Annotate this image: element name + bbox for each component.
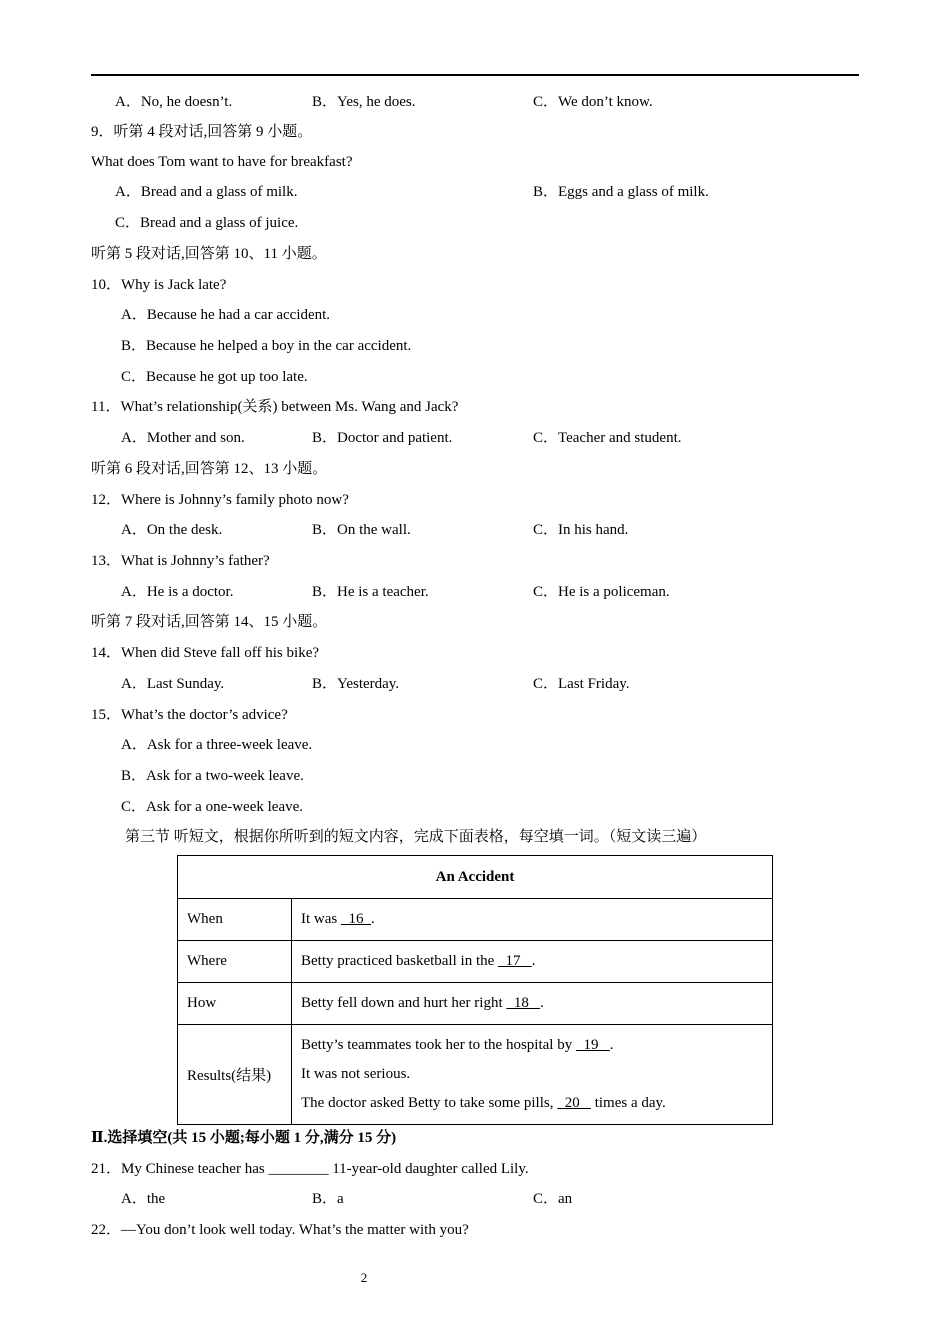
q8-option-c: C．We don’t know. (533, 94, 653, 110)
accident-table (177, 855, 773, 1125)
q21-question: 21．My Chinese teacher has ________ 11-year-old daughter called Lily. (91, 1161, 529, 1177)
header-rule (91, 74, 859, 76)
page-number: 2 (360, 1270, 368, 1285)
q21-option-c: C．an (533, 1191, 573, 1207)
blank-17: 17 (498, 953, 532, 969)
table-row-how (178, 983, 773, 1025)
blank-16: 16 (341, 911, 371, 927)
q9-option-c: C．Bread and a glass of juice. (115, 215, 299, 231)
table-row-when (178, 899, 773, 941)
table-row-results (178, 1025, 773, 1125)
row-label: How (178, 983, 292, 1025)
q9-option-a: A．Bread and a glass of milk. (115, 184, 298, 200)
blank-20: 20 (557, 1095, 591, 1111)
part-2-heading: Ⅱ.选择填空(共 15 小题;每小题 1 分,满分 15 分) (91, 1130, 397, 1146)
q13-option-a: A．He is a doctor. (121, 584, 234, 600)
row-content (292, 1025, 773, 1125)
row-punct: . (609, 1037, 614, 1053)
section-7-instruction: 听第 7 段对话,回答第 14、15 小题。 (91, 614, 328, 630)
q15-option-c: C．Ask for a one-week leave. (121, 799, 304, 815)
row-punct: . (540, 995, 544, 1011)
q12-option-c: C．In his hand. (533, 522, 629, 538)
q10-option-b: B．Because he helped a boy in the car accident. (121, 338, 412, 354)
q13-option-b: B．He is a teacher. (312, 584, 429, 600)
section-5-instruction: 听第 5 段对话,回答第 10、11 小题。 (91, 246, 327, 262)
q14-option-a: A．Last Sunday. (121, 676, 225, 692)
row-label: Results(结果) (178, 1025, 292, 1125)
q10-question: 10．Why is Jack late? (91, 277, 227, 293)
q8-option-a: A．No, he doesn’t. (115, 94, 233, 110)
row-content (292, 983, 773, 1025)
section-6-instruction: 听第 6 段对话,回答第 12、13 小题。 (91, 461, 328, 477)
row-text: It was (301, 911, 341, 927)
q13-option-c: C．He is a policeman. (533, 584, 670, 600)
row-label: When (178, 899, 292, 941)
row-text: Betty’s teammates took her to the hospital by (301, 1037, 576, 1053)
q14-option-c: C．Last Friday. (533, 676, 630, 692)
q10-option-a: A．Because he had a car accident. (121, 307, 331, 323)
results-line-2: It was not serious. (301, 1066, 411, 1082)
q11-option-a: A．Mother and son. (121, 430, 245, 446)
q13-question: 13．What is Johnny’s father? (91, 553, 270, 569)
q14-option-b: B．Yesterday. (312, 676, 400, 692)
q10-option-c: C．Because he got up too late. (121, 369, 308, 385)
row-label: Where (178, 941, 292, 983)
q12-option-b: B．On the wall. (312, 522, 411, 538)
q21-option-b: B．a (312, 1191, 344, 1207)
q21-option-a: A．the (121, 1191, 166, 1207)
row-content (292, 941, 773, 983)
q22-question: 22．—You don’t look well today. What’s the matter with you? (91, 1222, 469, 1238)
q11-option-c: C．Teacher and student. (533, 430, 682, 446)
table-row-where (178, 941, 773, 983)
row-text: Betty practiced basketball in the (301, 953, 499, 969)
blank-18: 18 (506, 995, 541, 1011)
q11-question: 11．What’s relationship(关系) between Ms. Wang and Jack? (91, 399, 459, 415)
table-title: An Accident (178, 856, 773, 899)
q15-option-a: A．Ask for a three-week leave. (121, 737, 313, 753)
row-punct: . (531, 953, 536, 969)
q8-option-b: B．Yes, he does. (312, 94, 416, 110)
blank-19: 19 (575, 1037, 610, 1053)
q15-question: 15．What’s the doctor’s advice? (91, 707, 288, 723)
row-punct: times a day. (590, 1095, 666, 1111)
q9-instruction: 9．听第 4 段对话,回答第 9 小题。 (91, 124, 313, 140)
q15-option-b: B．Ask for a two-week leave. (121, 768, 304, 784)
part-3-instruction: 第三节 听短文，根据你所听到的短文内容，完成下面表格，每空填一词。（短文读三遍） (125, 829, 707, 845)
row-content (292, 899, 773, 941)
q9-question: What does Tom want to have for breakfast? (91, 154, 353, 170)
q11-option-b: B．Doctor and patient. (312, 430, 453, 446)
row-text: Betty fell down and hurt her right (301, 995, 507, 1011)
q14-question: 14．When did Steve fall off his bike? (91, 645, 320, 661)
row-punct: . (371, 911, 375, 927)
q12-question: 12．Where is Johnny’s family photo now? (91, 492, 349, 508)
q9-option-b: B．Eggs and a glass of milk. (533, 184, 709, 200)
results-line-3 (301, 1089, 763, 1118)
q12-option-a: A．On the desk. (121, 522, 223, 538)
results-line-1 (301, 1031, 763, 1060)
row-text: The doctor asked Betty to take some pills, (301, 1095, 558, 1111)
